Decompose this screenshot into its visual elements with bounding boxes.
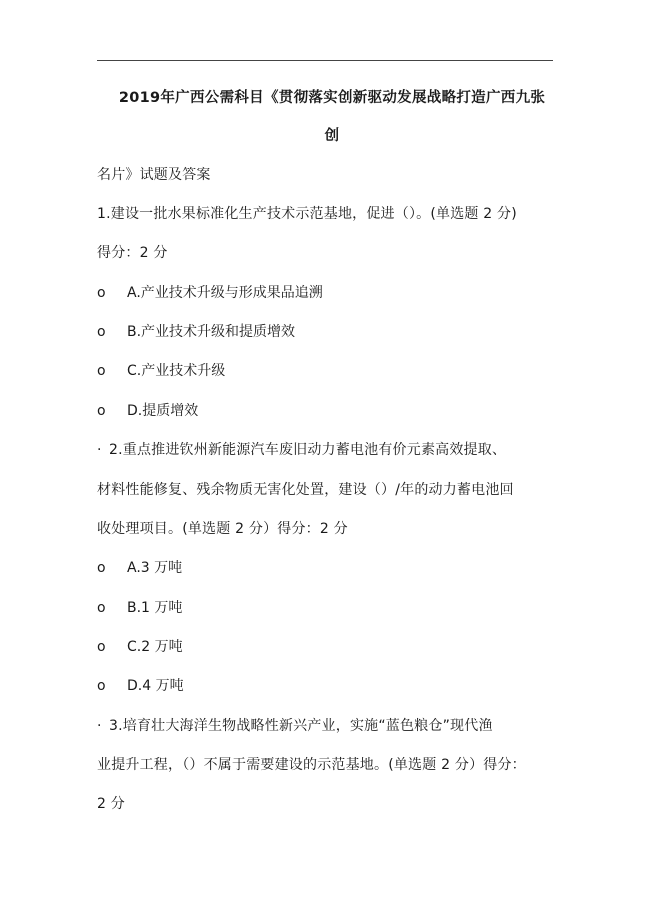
document-subtitle: 名片》试题及答案 [97, 167, 211, 183]
option-marker: o [97, 324, 106, 340]
option-label: B.1 万吨 [127, 600, 183, 616]
question-2-option-d[interactable] [97, 675, 184, 695]
option-marker: o [97, 678, 106, 694]
document-title-line-2: 创 [324, 128, 340, 144]
bullet-icon: · [97, 718, 102, 734]
question-2-option-a[interactable] [97, 557, 182, 577]
question-1-option-c[interactable] [97, 360, 225, 380]
question-2-line-3: 收处理项目。(单选题 2 分）得分：2 分 [97, 521, 348, 537]
header-rule [97, 60, 553, 61]
question-1-score: 得分：2 分 [97, 245, 168, 261]
question-2-option-c[interactable] [97, 636, 183, 656]
option-label: C.产业技术升级 [127, 363, 226, 379]
question-2-option-b[interactable] [97, 597, 182, 617]
option-marker: o [97, 285, 106, 301]
option-label: B.产业技术升级和提质增效 [127, 324, 296, 340]
option-label: A.3 万吨 [127, 560, 183, 576]
question-2-line-2: 材料性能修复、残余物质无害化处置，建设（）/年的动力蓄电池回 [97, 482, 514, 498]
question-3-line-2: 业提升工程，（）不属于需要建设的示范基地。(单选题 2 分）得分： [97, 757, 526, 773]
option-marker: o [97, 363, 106, 379]
option-label: D.4 万吨 [127, 678, 184, 694]
option-marker: o [97, 600, 106, 616]
option-label: D.提质增效 [127, 403, 199, 419]
option-label: A.产业技术升级与形成果品追溯 [127, 285, 323, 301]
question-3-text-1: 3.培育壮大海洋生物战略性新兴产业，实施“蓝色粮仓”现代渔 [109, 718, 493, 734]
option-label: C.2 万吨 [127, 639, 183, 655]
question-2-text-1: 2.重点推进钦州新能源汽车废旧动力蓄电池有价元素高效提取、 [109, 442, 507, 458]
bullet-icon: · [97, 442, 102, 458]
option-marker: o [97, 639, 106, 655]
document-title-line-1: 2019年广西公需科目《贯彻落实创新驱动发展战略打造广西九张 [118, 90, 546, 106]
question-1-text: 1.建设一批水果标准化生产技术示范基地，促进（）。(单选题 2 分) [97, 206, 517, 222]
question-3-line-3: 2 分 [97, 796, 125, 812]
question-2-line-1 [97, 439, 506, 459]
question-1-option-b[interactable] [97, 321, 295, 341]
option-marker: o [97, 560, 106, 576]
question-1-option-a[interactable] [97, 282, 323, 302]
question-3-line-1 [97, 715, 493, 735]
option-marker: o [97, 403, 106, 419]
question-1-option-d[interactable] [97, 400, 198, 420]
